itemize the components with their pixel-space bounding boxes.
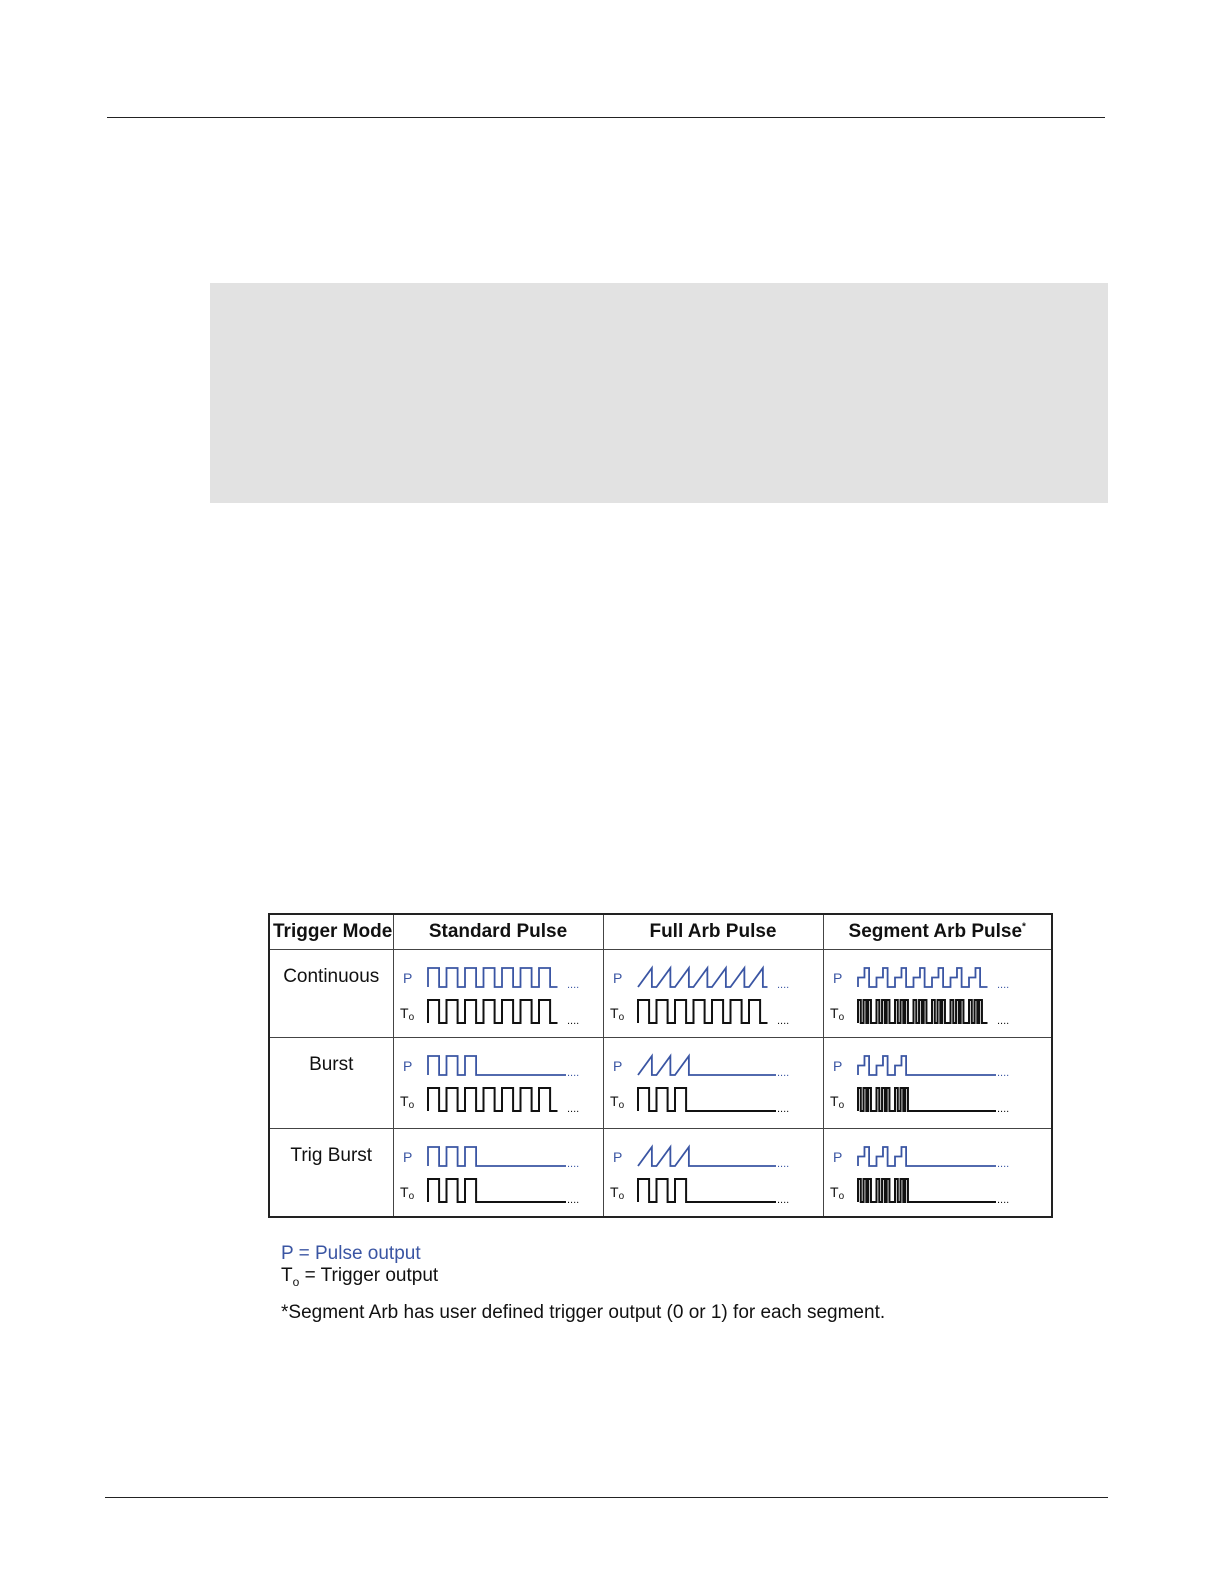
row-trig-burst: [269, 1128, 1052, 1217]
trigger-label: To: [829, 1093, 844, 1112]
cell-continuous-fullarb: [603, 950, 823, 1038]
trigger-ellipsis: ....: [566, 1103, 579, 1116]
row-continuous: [269, 950, 1052, 1038]
trigger-output-trace: [428, 1000, 558, 1023]
trigger-ellipsis: ....: [776, 1015, 789, 1027]
legend-pulse-output: P = Pulse output: [281, 1243, 421, 1264]
trigger-label: To: [609, 1183, 624, 1202]
pulse-ellipsis: ....: [566, 1157, 579, 1170]
cell-trigburst-fullarb: [603, 1128, 823, 1217]
cell-trigburst-segarb: [823, 1128, 1052, 1217]
pulse-label: P: [612, 970, 622, 986]
pulse-label: P: [832, 1058, 842, 1075]
cell-trigburst-standard: [393, 1128, 603, 1217]
header-full-arb-pulse: Full Arb Pulse: [603, 914, 823, 950]
waveform-continuous-standard: [394, 950, 602, 1036]
pulse-output-trace: [428, 1147, 566, 1166]
trigger-ellipsis: ....: [996, 1015, 1009, 1027]
cell-burst-segarb: [823, 1038, 1052, 1128]
pulse-output-trace: [638, 968, 768, 987]
trigger-ellipsis: ....: [996, 1103, 1009, 1116]
pulse-output-trace: [858, 968, 988, 987]
waveform-burst-segarb: [824, 1038, 1051, 1126]
pulse-label: P: [612, 1058, 622, 1075]
mode-burst: Burst: [269, 1038, 393, 1128]
pulse-label: P: [402, 1148, 412, 1165]
mode-trig-burst: Trig Burst: [269, 1128, 393, 1217]
figure-legend: [281, 1243, 885, 1324]
waveform-continuous-fullarb: [604, 950, 822, 1036]
trigger-ellipsis: ....: [996, 1193, 1009, 1206]
pulse-ellipsis: ....: [996, 1067, 1009, 1080]
trigger-label-sub: o: [838, 1012, 844, 1023]
waveform-continuous-segarb: [824, 950, 1051, 1036]
header-segment-arb-pulse: Segment Arb Pulse*: [823, 914, 1052, 950]
waveform-burst-standard: [394, 1038, 602, 1126]
header-trigger-mode: Trigger Mode: [269, 914, 393, 950]
trigger-output-trace: [428, 1088, 558, 1111]
trigger-ellipsis: ....: [776, 1103, 789, 1116]
pulse-ellipsis: ....: [776, 979, 789, 991]
pulse-ellipsis: ....: [776, 1067, 789, 1080]
mode-continuous: Continuous: [269, 950, 393, 1038]
cell-continuous-segarb: [823, 950, 1052, 1038]
trigger-label: To: [609, 1093, 624, 1112]
trigger-output-trace: [428, 1179, 566, 1202]
pulse-label: P: [402, 1058, 412, 1075]
trigger-label-sub: o: [408, 1100, 414, 1112]
trigger-label: To: [829, 1005, 844, 1023]
trigger-output-trace: [858, 1088, 996, 1111]
trigger-label-sub: o: [838, 1100, 844, 1112]
waveform-trigburst-fullarb: [604, 1129, 822, 1215]
footer-rule: [105, 1497, 1108, 1498]
trigger-label-sub: o: [408, 1190, 414, 1202]
pulse-ellipsis: ....: [996, 979, 1009, 991]
pulse-label: P: [832, 1148, 842, 1165]
trigger-label-sub: o: [618, 1012, 624, 1023]
cell-burst-standard: [393, 1038, 603, 1128]
trigger-label-sub: o: [838, 1190, 844, 1202]
trigger-ellipsis: ....: [566, 1193, 579, 1206]
cell-burst-fullarb: [603, 1038, 823, 1128]
pulse-output-trace: [428, 1056, 566, 1075]
trigger-ellipsis: ....: [776, 1193, 789, 1206]
legend-trigger-output: $T_o$ = Trigger output: [281, 1265, 439, 1289]
row-burst: [269, 1038, 1052, 1128]
pulse-output-trace: [858, 1056, 996, 1075]
pulse-ellipsis: ....: [996, 1157, 1009, 1170]
trigger-label: To: [609, 1005, 624, 1023]
waveform-trigburst-segarb: [824, 1129, 1051, 1215]
pulse-output-trace: [428, 968, 558, 987]
trigger-ellipsis: ....: [566, 1015, 579, 1027]
trigger-output-trace: [638, 1179, 776, 1202]
trigger-mode-table: [268, 913, 1053, 1218]
trigger-label: To: [399, 1093, 414, 1112]
pulse-label: P: [612, 1148, 622, 1165]
pulse-label: P: [832, 970, 842, 986]
trigger-label-sub: o: [618, 1100, 624, 1112]
cell-continuous-standard: [393, 950, 603, 1038]
legend-segment-arb-note: *Segment Arb has user defined trigger output (0 or 1) for each segment.: [281, 1301, 886, 1323]
shaded-note-box: [210, 283, 1108, 503]
header-row: [269, 914, 1052, 950]
pulse-output-trace: [638, 1056, 776, 1075]
trigger-label: To: [829, 1183, 844, 1202]
pulse-ellipsis: ....: [566, 979, 579, 991]
pulse-label: P: [402, 970, 412, 986]
trigger-label: To: [399, 1005, 414, 1023]
waveform-burst-fullarb: [604, 1038, 822, 1126]
header-rule: [107, 117, 1105, 118]
trigger-output-trace: [638, 1000, 768, 1023]
pulse-output-trace: [858, 1147, 996, 1166]
pulse-ellipsis: ....: [566, 1067, 579, 1080]
trigger-label: To: [399, 1183, 414, 1202]
pulse-output-trace: [638, 1147, 776, 1166]
trigger-output-trace: [858, 1179, 996, 1202]
trigger-output-trace: [638, 1088, 776, 1111]
trigger-output-trace: [858, 1000, 988, 1023]
trigger-label-sub: o: [408, 1012, 414, 1023]
waveform-trigburst-standard: [394, 1129, 602, 1215]
trigger-label-sub: o: [618, 1190, 624, 1202]
header-standard-pulse: Standard Pulse: [393, 914, 603, 950]
pulse-ellipsis: ....: [776, 1157, 789, 1170]
